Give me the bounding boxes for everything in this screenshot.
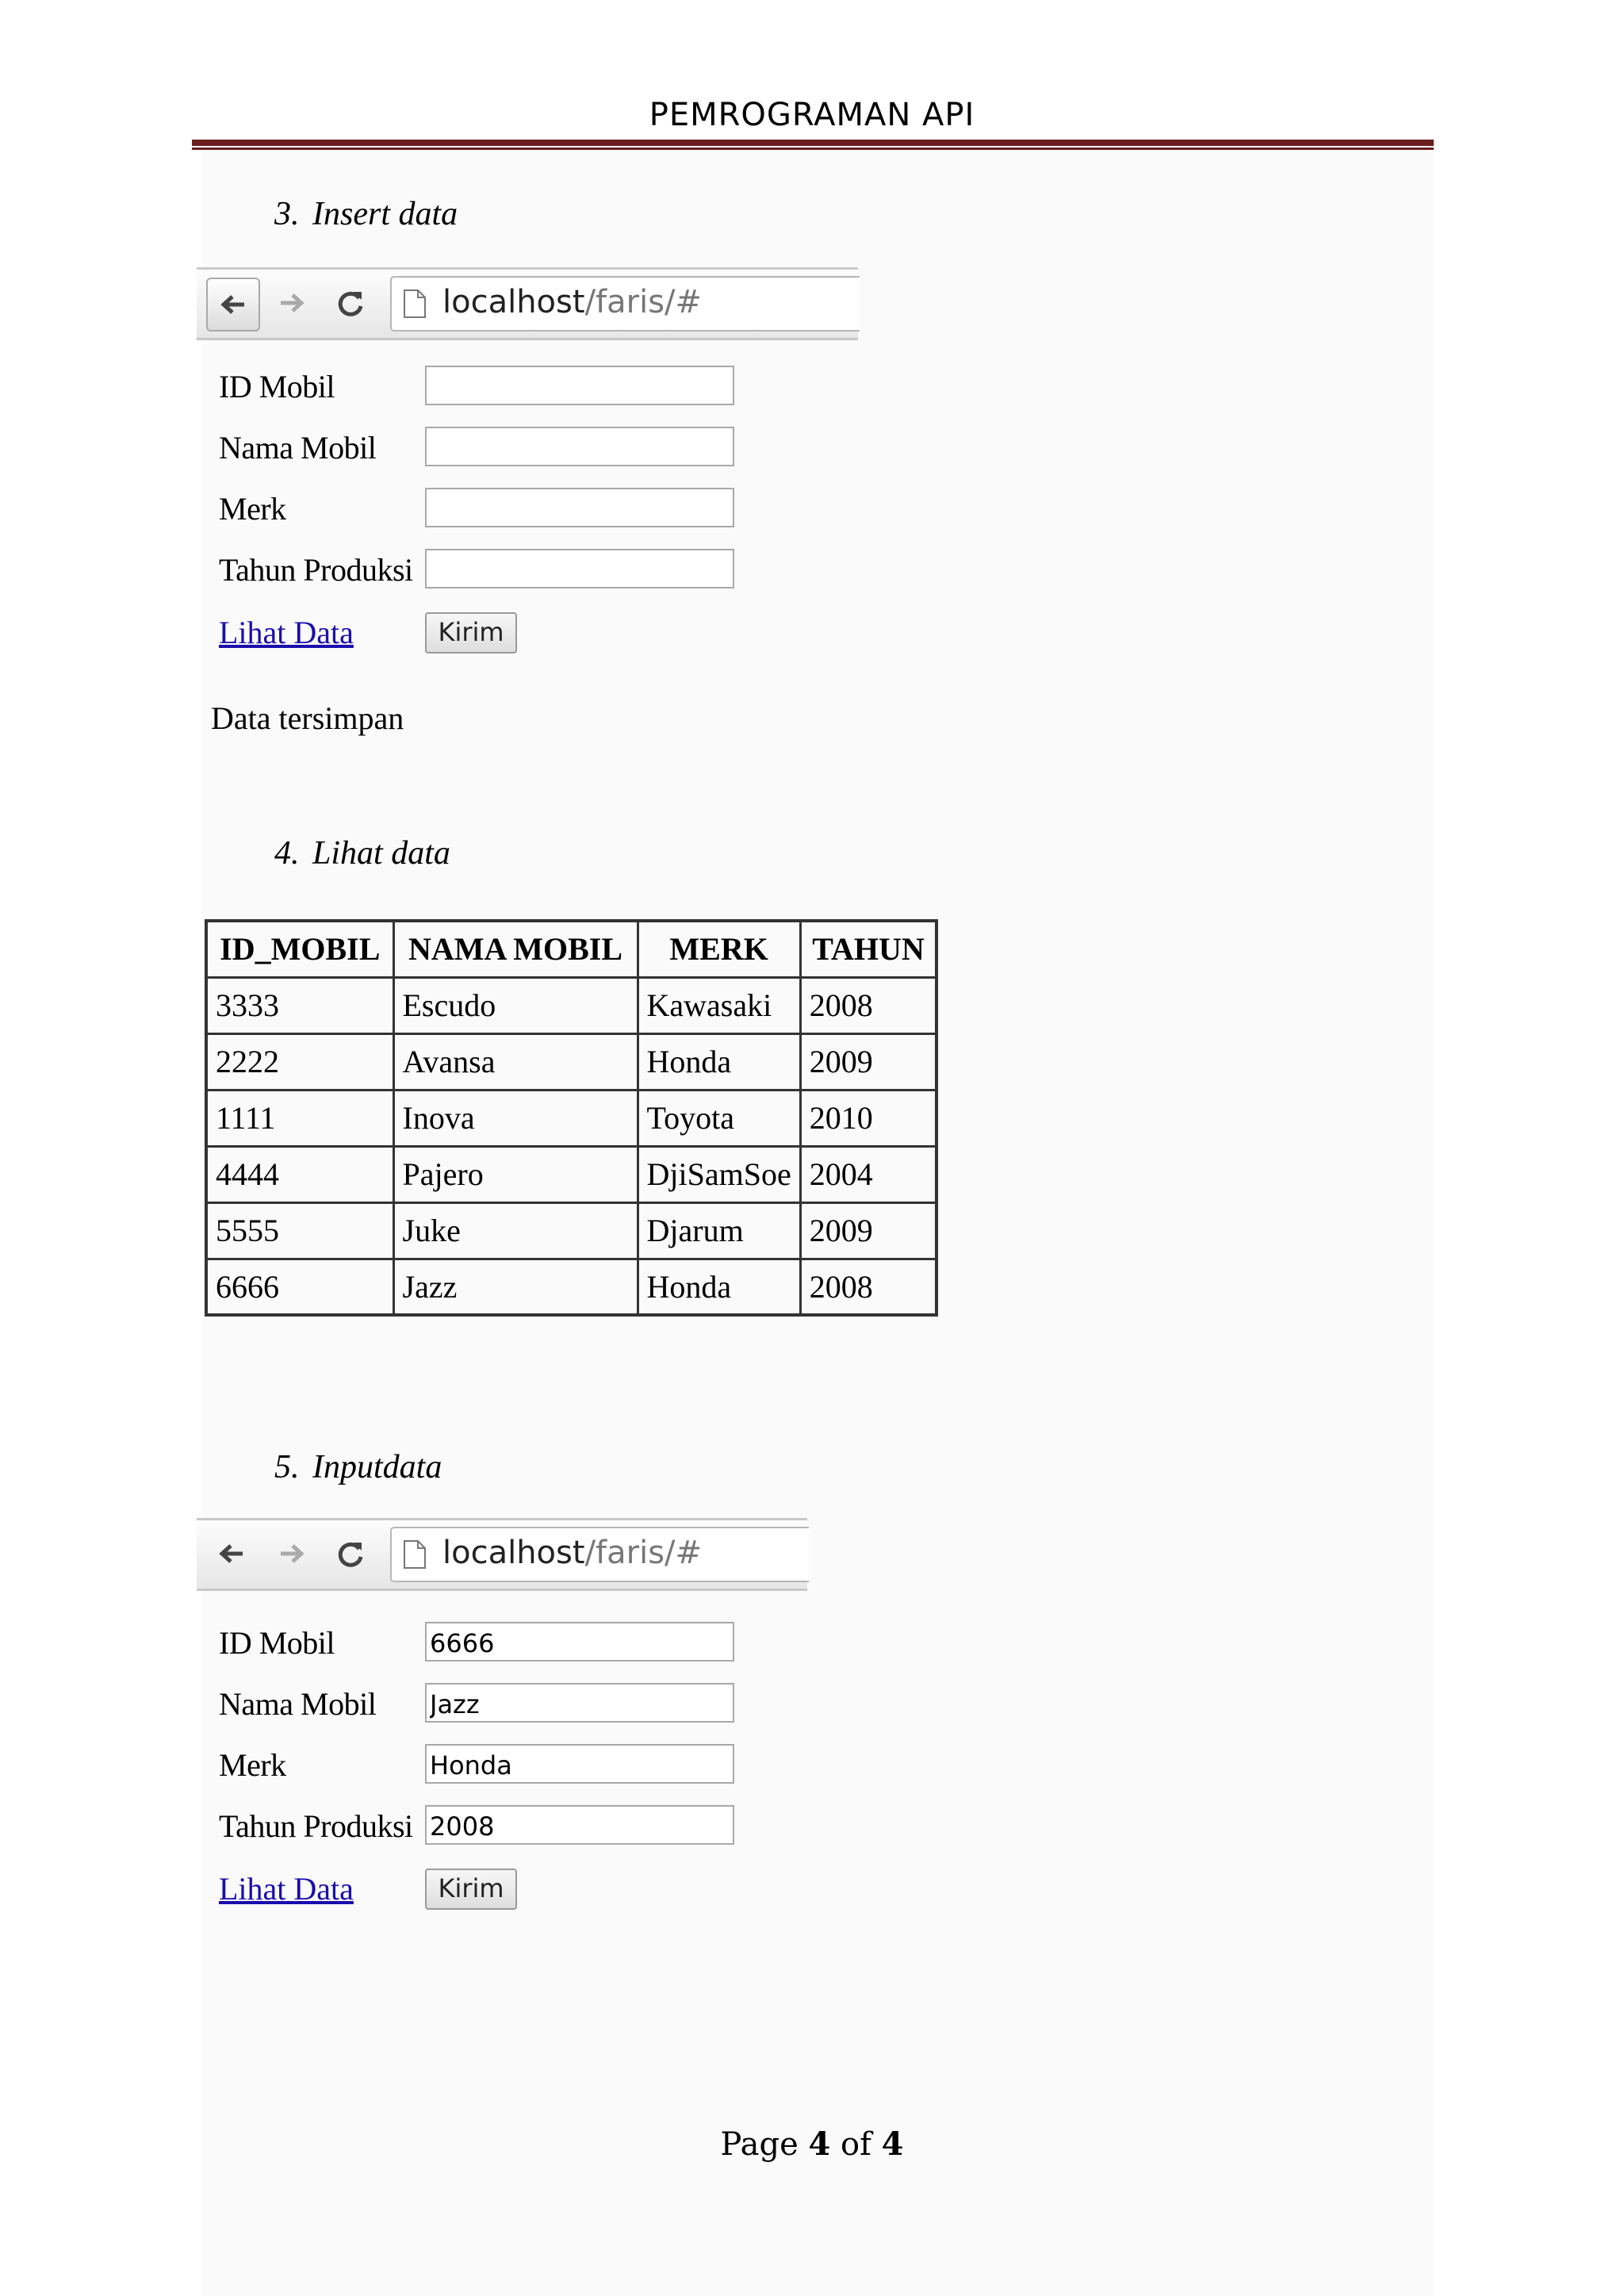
cell-nama: Juke xyxy=(393,1202,638,1259)
back-button[interactable] xyxy=(206,278,260,332)
browser-toolbar xyxy=(197,1518,807,1591)
table-header-row xyxy=(206,921,936,977)
header-rule xyxy=(192,140,1434,146)
cell-tahun: 2009 xyxy=(800,1033,936,1090)
label-merk: Merk xyxy=(219,1747,286,1783)
section-heading-insert xyxy=(274,195,458,233)
cell-nama: Avansa xyxy=(393,1033,638,1090)
address-bar[interactable] xyxy=(390,1527,809,1582)
reload-icon xyxy=(335,287,366,319)
lihat-data-link[interactable]: Lihat Data xyxy=(219,1871,354,1907)
label-id-mobil: ID Mobil xyxy=(219,1625,335,1661)
status-message: Data tersimpan xyxy=(211,700,404,736)
reload-icon xyxy=(335,1538,366,1570)
page-icon xyxy=(403,289,427,319)
section-heading-input xyxy=(274,1448,442,1486)
kirim-button[interactable]: Kirim xyxy=(425,612,517,654)
lihat-data-link[interactable]: Lihat Data xyxy=(219,615,354,650)
tahun-produksi-input[interactable] xyxy=(425,1805,734,1845)
cell-tahun: 2004 xyxy=(800,1146,936,1202)
page-footer xyxy=(0,2125,1624,2163)
section-number: 3. xyxy=(274,196,300,232)
cell-nama: Pajero xyxy=(393,1146,638,1202)
table-row xyxy=(206,1090,936,1146)
back-arrow-icon xyxy=(217,289,249,320)
label-id-mobil: ID Mobil xyxy=(219,369,335,404)
table-row xyxy=(206,1202,936,1259)
header-rule-thin xyxy=(192,148,1434,150)
tahun-produksi-input[interactable] xyxy=(425,549,734,588)
back-button[interactable] xyxy=(206,1528,257,1579)
column-header-nama: NAMA MOBIL xyxy=(393,921,638,977)
merk-input[interactable] xyxy=(425,1744,734,1784)
label-tahun-produksi: Tahun Produksi xyxy=(219,552,413,588)
address-bar[interactable] xyxy=(390,276,860,332)
cell-id: 3333 xyxy=(206,977,393,1033)
browser-toolbar xyxy=(197,267,858,340)
nama-mobil-input[interactable] xyxy=(425,427,734,466)
cell-tahun: 2009 xyxy=(800,1202,936,1259)
cell-tahun: 2008 xyxy=(800,1259,936,1315)
cell-merk: Honda xyxy=(638,1033,800,1090)
mobil-table xyxy=(205,919,938,1317)
footer-of: of xyxy=(841,2126,871,2163)
footer-total-pages: 4 xyxy=(881,2125,904,2163)
section-title: Insert data xyxy=(312,196,458,232)
url-text: localhost/faris/# xyxy=(442,1535,703,1571)
label-nama-mobil: Nama Mobil xyxy=(219,1686,377,1722)
cell-tahun: 2008 xyxy=(800,977,936,1033)
forward-button[interactable] xyxy=(266,1528,317,1579)
cell-id: 5555 xyxy=(206,1202,393,1259)
table-row xyxy=(206,977,936,1033)
nama-mobil-input[interactable] xyxy=(425,1683,734,1723)
id-mobil-input[interactable] xyxy=(425,1622,734,1662)
forward-arrow-icon xyxy=(276,287,308,319)
url-text: localhost/faris/# xyxy=(442,284,703,320)
id-mobil-input[interactable] xyxy=(425,366,734,405)
reload-button[interactable] xyxy=(325,278,376,328)
section-title: Inputdata xyxy=(312,1449,442,1485)
merk-input[interactable] xyxy=(425,488,734,527)
cell-nama: Jazz xyxy=(393,1259,638,1315)
column-header-id: ID_MOBIL xyxy=(206,921,393,977)
label-merk: Merk xyxy=(219,491,286,527)
cell-id: 1111 xyxy=(206,1090,393,1146)
reload-button[interactable] xyxy=(325,1528,376,1579)
forward-button[interactable] xyxy=(266,278,317,328)
table-row xyxy=(206,1259,936,1315)
footer-prefix: Page xyxy=(720,2126,799,2163)
section-heading-lihat xyxy=(274,834,450,872)
column-header-tahun: TAHUN xyxy=(800,921,936,977)
table-row xyxy=(206,1146,936,1202)
cell-id: 6666 xyxy=(206,1259,393,1315)
page-header: PEMROGRAMAN API xyxy=(649,97,975,133)
cell-nama: Inova xyxy=(393,1090,638,1146)
section-number: 4. xyxy=(274,835,300,872)
forward-arrow-icon xyxy=(276,1538,308,1570)
label-nama-mobil: Nama Mobil xyxy=(219,430,377,466)
table-row xyxy=(206,1033,936,1090)
cell-nama: Escudo xyxy=(393,977,638,1033)
page-icon xyxy=(403,1539,427,1570)
label-tahun-produksi: Tahun Produksi xyxy=(219,1808,413,1844)
footer-current-page: 4 xyxy=(808,2125,831,2163)
cell-merk: DjiSamSoe xyxy=(638,1146,800,1202)
cell-merk: Honda xyxy=(638,1259,800,1315)
section-title: Lihat data xyxy=(312,835,450,872)
cell-id: 2222 xyxy=(206,1033,393,1090)
cell-merk: Kawasaki xyxy=(638,977,800,1033)
column-header-merk: MERK xyxy=(638,921,800,977)
cell-id: 4444 xyxy=(206,1146,393,1202)
cell-merk: Djarum xyxy=(638,1202,800,1259)
kirim-button[interactable]: Kirim xyxy=(425,1869,517,1910)
cell-tahun: 2010 xyxy=(800,1090,936,1146)
section-number: 5. xyxy=(274,1449,300,1485)
back-arrow-icon xyxy=(216,1538,247,1570)
cell-merk: Toyota xyxy=(638,1090,800,1146)
